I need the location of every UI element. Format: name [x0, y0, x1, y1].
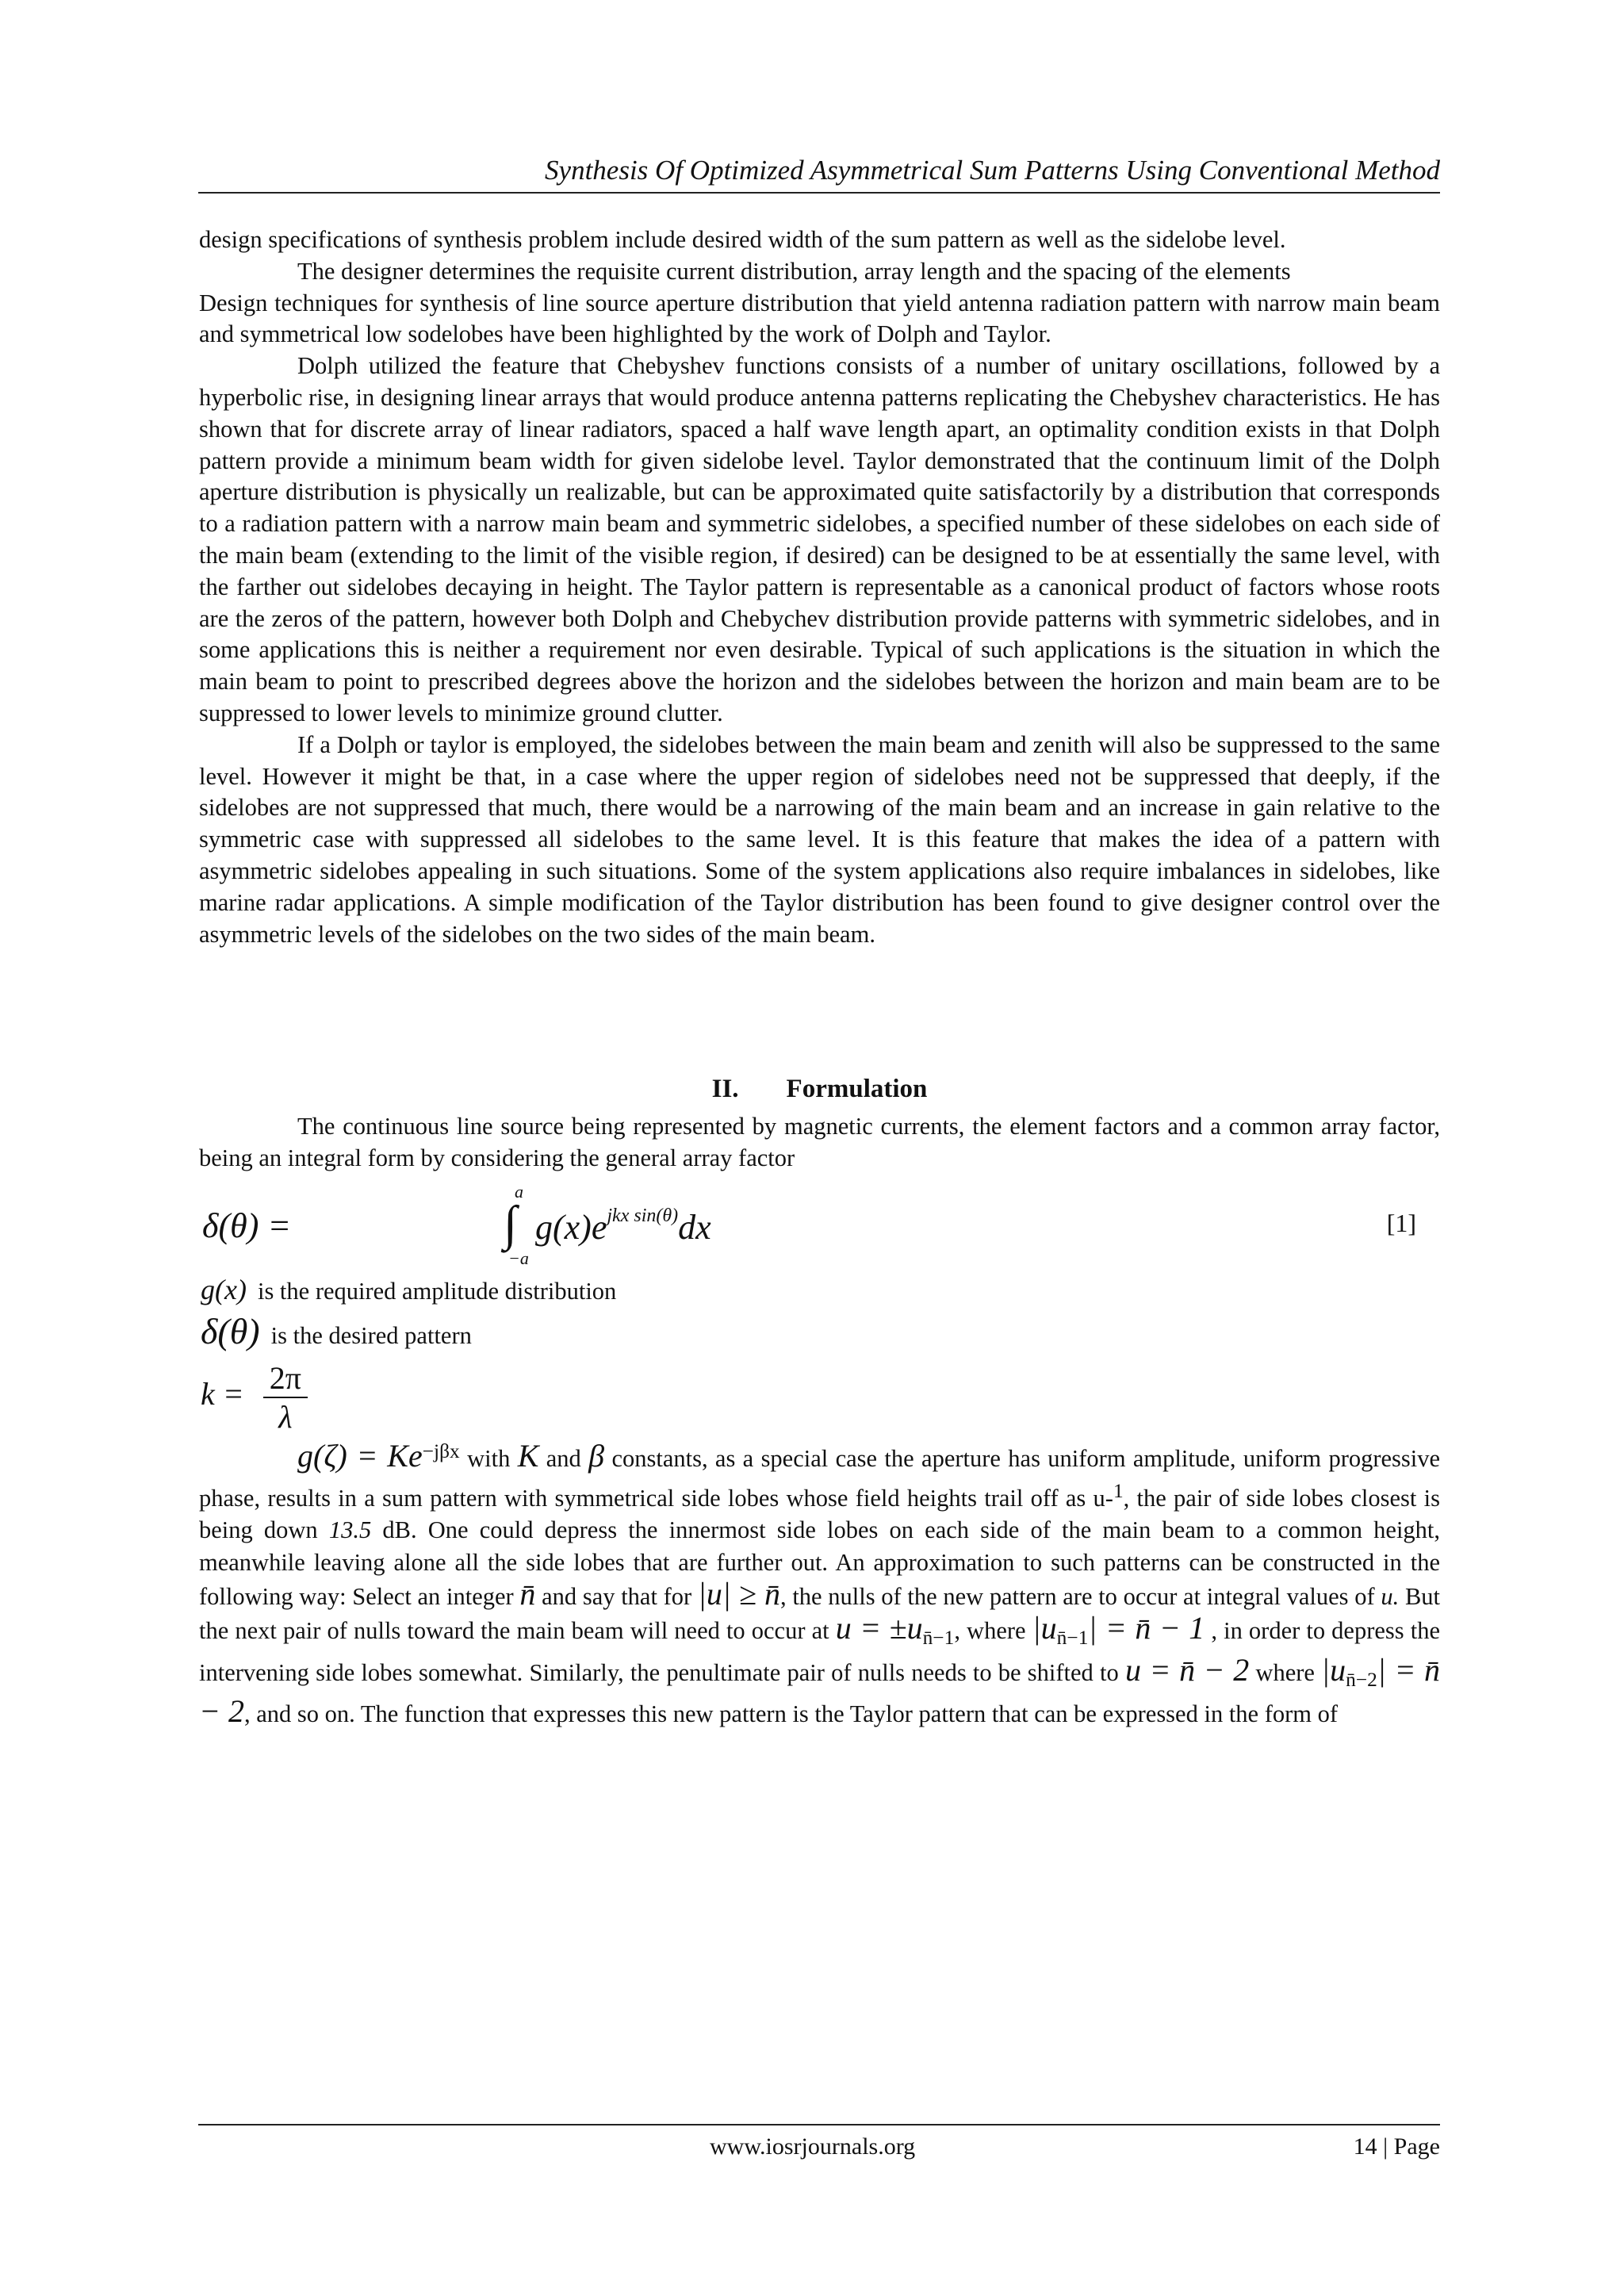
integral-upper-limit: a — [515, 1182, 523, 1202]
equation-1 — [199, 1182, 1440, 1268]
section-title: Formulation — [786, 1075, 928, 1103]
symbol: g(x) — [201, 1274, 247, 1305]
section-number: II. — [711, 1075, 739, 1103]
math: |u — [1321, 1651, 1346, 1688]
text: , the nulls of the new pattern are to occur at integral values of — [780, 1582, 1375, 1610]
definition-text: is the desired pattern — [270, 1322, 472, 1349]
footer-rule — [198, 2124, 1440, 2125]
math: n̄ — [519, 1575, 536, 1612]
exponent: jkx sin(θ) — [607, 1205, 679, 1226]
text: and — [546, 1445, 581, 1473]
math-sub: n̄−1 — [922, 1627, 955, 1650]
paragraph: Design techniques for synthesis of line source aperture distribution that yield antenna radiation pattern with narrow main beam and symmetrical low sodelobes have been highlighted by the work of Dolph and Taylor. — [199, 289, 1440, 348]
math: u = n̄ − 2 — [1124, 1651, 1250, 1688]
k-lhs: k = — [201, 1376, 244, 1412]
integrand-start: g(x)e — [535, 1208, 607, 1247]
footer-page-number: 14 | Page — [1353, 2133, 1440, 2160]
formulation-paragraph-2 — [199, 1435, 1440, 1731]
math: u = ±u — [835, 1610, 923, 1646]
text: dB. One could depress the innermost side lobes on each side of the main beam to a common height, meanwhile leaving alone all the side lobes that are further out. An approximation to such patterns can be constructed in the following way: Select an integer — [199, 1516, 1441, 1610]
running-header: Synthesis Of Optimized Asymmetrical Sum Patterns Using Conventional Method — [545, 155, 1440, 186]
k-equation — [201, 1359, 308, 1435]
paragraph: The designer determines the requisite current distribution, array length and the spacing of the elements — [297, 257, 1291, 285]
fraction — [263, 1359, 308, 1435]
section-heading — [199, 1075, 1440, 1104]
text: 13.5 — [328, 1516, 372, 1544]
definition-g — [201, 1273, 616, 1306]
text: constants, as a special case the aperture has uniform amplitude, uniform progressive phase, results in a sum pattern with symmetrical side lobes whose field heights trail off as u- — [199, 1445, 1441, 1512]
text: and say that for — [542, 1582, 692, 1610]
text: , where — [954, 1617, 1026, 1645]
superscript: 1 — [1113, 1479, 1124, 1502]
definition-delta — [201, 1310, 472, 1352]
numerator: 2π — [263, 1359, 308, 1398]
math-sup: −jβx — [422, 1440, 460, 1462]
symbol: δ(θ) — [201, 1311, 260, 1351]
text: But the next pair of nulls toward the main beam will need to occur at — [199, 1582, 1441, 1645]
math: | = n̄ − 2 — [199, 1651, 1441, 1730]
math: g(ζ) = Ke — [297, 1438, 423, 1474]
paragraph: If a Dolph or taylor is employed, the sidelobes between the main beam and zenith will also be suppressed to the same level. However it might be that, in a case where the upper region of sidelobes need not be suppressed that deeply, if the sidelobes are not suppressed that much, there would be a narrowing of the main beam and an increase in gain relative to the symmetric case with suppressed all sidelobes to the same level. It is this feature that makes the idea of a pattern with asymmetric sidelobes appealing in such situations. Some of the system applications also require imbalances in sidelobes, like marine radar applications. A simple modification of the Taylor distribution has been found to give designer control over the asymmetric levels of the sidelobes on the two sides of the main beam. — [199, 730, 1440, 948]
math: |u| ≥ n̄ — [697, 1575, 780, 1612]
integrand-end: dx — [678, 1208, 711, 1247]
math: β — [588, 1438, 605, 1474]
math: | = n̄ − 1 — [1088, 1610, 1205, 1646]
integral-lower-limit: −a — [508, 1248, 529, 1268]
paragraph: Dolph utilized the feature that Chebyshev functions consists of a number of unitary oscillations, followed by a hyperbolic rise, in designing linear arrays that would produce antenna patterns replicating the Chebyshev characteristics. He has shown that for discrete array of linear radiators, spaced a half wave length apart, an optimality condition exists in that Dolph pattern provide a minimum beam width for given sidelobe level. Taylor demonstrated that the continuum limit of the Dolph aperture distribution is physically un realizable, but can be approximated quite satisfactorily by a distribution that corresponds to a radiation pattern with a narrow main beam and symmetric sidelobes, a specified number of these sidelobes on each side of the main beam (extending to the limit of the visible region, if desired) can be designed to be at essentially the same level, with the farther out sidelobes decaying in height. The Taylor pattern is representable as a canonical product of factors whose roots are the zeros of the pattern, however both Dolph and Chebychev distribution provide patterns with symmetric sidelobes, and in some applications this is neither a requirement nor even desirable. Typical of such applications is the situation in which the main beam to point to prescribed degrees above the horizon and the sidelobes between the horizon and main beam are to be suppressed to lower levels to minimize ground clutter. — [199, 352, 1440, 726]
equation-lhs: δ(θ) = — [202, 1206, 292, 1245]
footer-url: www.iosrjournals.org — [710, 2133, 916, 2160]
paragraph: The continuous line source being represented by magnetic currents, the element factors and a common array factor, being an integral form by considering the general array factor — [199, 1113, 1440, 1171]
definition-text: is the required amplitude distribution — [257, 1278, 617, 1305]
integrand — [535, 1205, 711, 1248]
header-rule — [198, 192, 1440, 194]
paragraph — [199, 1435, 1440, 1731]
text: u. — [1381, 1582, 1400, 1610]
text: where — [1255, 1658, 1315, 1686]
text: , and so on. The function that expresses this new pattern is the Taylor pattern that can be expressed in the form of — [244, 1700, 1339, 1728]
math-sub: n̄−2 — [1346, 1668, 1377, 1691]
math: |u — [1032, 1610, 1057, 1646]
math: K — [517, 1438, 539, 1474]
intro-text — [199, 224, 1440, 950]
formulation-text — [199, 1111, 1440, 1175]
text: , in order to depress the intervening side lobes somewhat. Similarly, the penultimate pair of nulls needs to be shifted to — [199, 1617, 1440, 1686]
math-sub: n̄−1 — [1056, 1627, 1089, 1650]
text: , the pair of side lobes closest is being down — [199, 1484, 1441, 1544]
equation-number: [1] — [1386, 1209, 1416, 1237]
denominator: λ — [278, 1399, 293, 1435]
integral-sign: ∫ — [504, 1197, 517, 1251]
text: with — [467, 1445, 511, 1473]
paragraph: design specifications of synthesis problem include desired width of the sum pattern as well as the sidelobe level. — [199, 226, 1286, 253]
